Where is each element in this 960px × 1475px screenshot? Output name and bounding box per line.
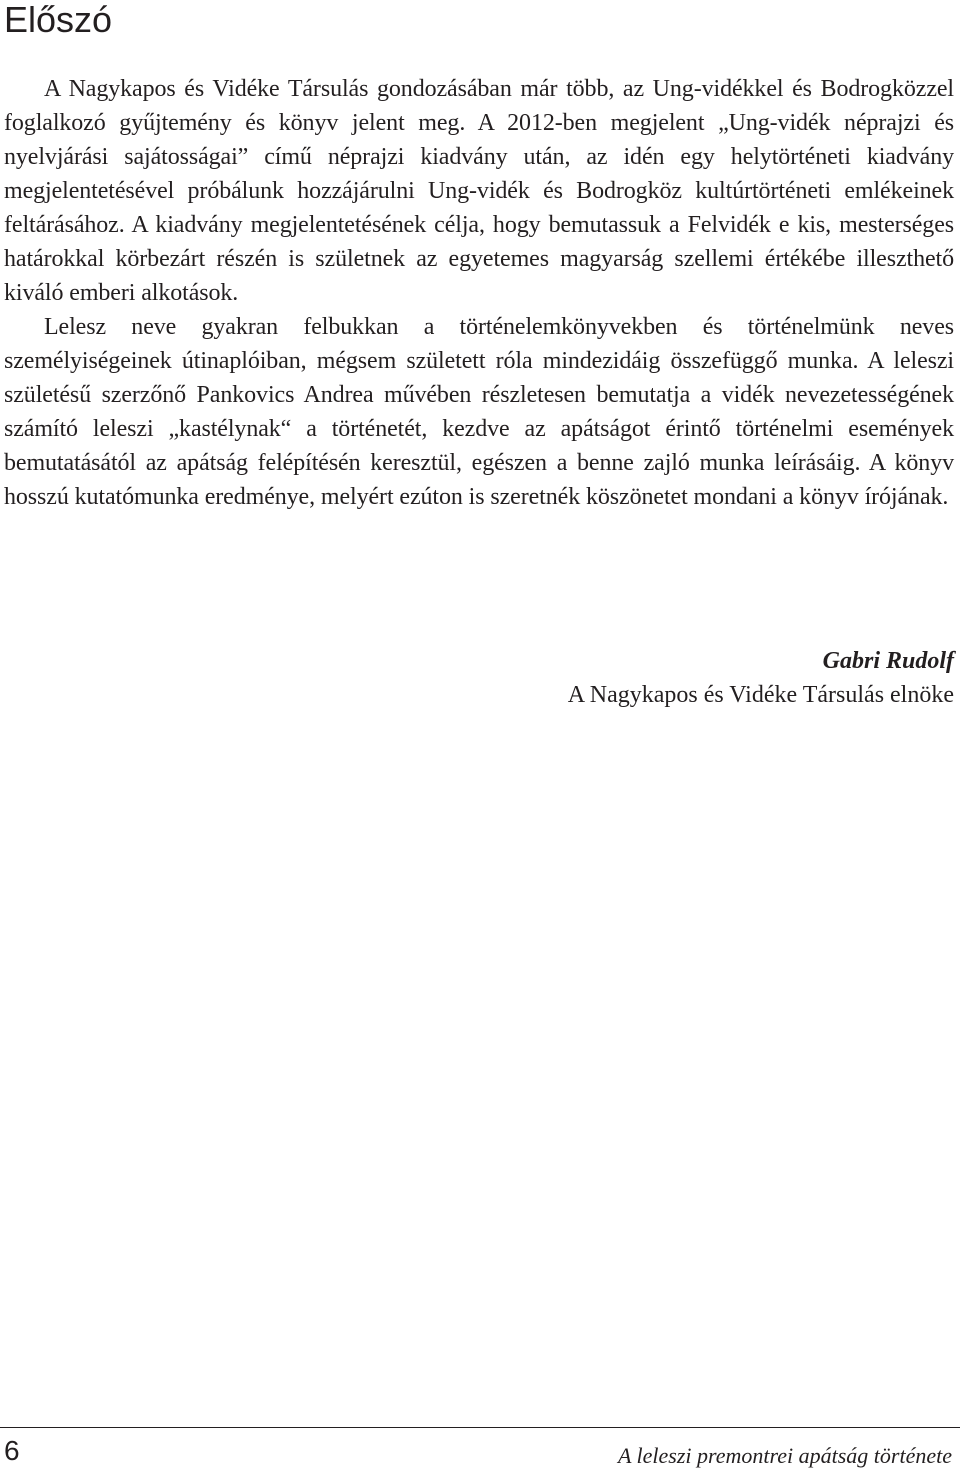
page-title: Előszó	[4, 0, 113, 40]
signature-name: Gabri Rudolf	[822, 648, 954, 674]
page-number: 6	[4, 1435, 20, 1466]
signature-role: A Nagykapos és Vidéke Társulás elnöke	[567, 682, 954, 708]
running-title: A leleszi premontrei apátság története	[617, 1443, 952, 1468]
signature-block	[568, 644, 954, 712]
body-text	[4, 72, 954, 514]
paragraph: Lelesz neve gyakran felbukkan a történelemkönyvekben és történelmünk neves személyiségeinek útinaplóiban, mégsem született róla mindezidáig összefüggő munka. A leleszi születésű szerzőnő Pankovics Andrea művében részletesen bemutatja a vidék nevezetességének számító leleszi „kastélynak“ a történetét, kezdve az apátságot érintő történelmi események bemutatásától az apátság felépítésén keresztül, egészen a benne zajló munka leírásáig. A könyv hosszú kutatómunka eredménye, melyért ezúton is szeretnék köszönetet mondani a könyv írójának.	[4, 314, 954, 510]
paragraph: A Nagykapos és Vidéke Társulás gondozásában már több, az Ung-vidékkel és Bodrogközzel foglalkozó gyűjtemény és könyv jelent meg. A 2012-ben megjelent „Ung-vidék néprajzi és nyelvjárási sajátosságai” című néprajzi kiadvány után, az idén egy helytörténeti kiadvány megjelentetésével próbálunk hozzájárulni Ung-vidék és Bodrogköz kultúrtörténeti emlékeinek feltárásához. A kiadvány megjelentetésének célja, hogy bemutassuk a Felvidék e kis, mesterséges határokkal körbezárt részén is születnek az egyetemes magyarság szellemi értékébe illeszthető kiváló emberi alkotások.	[4, 76, 954, 306]
footer-divider	[0, 1427, 960, 1428]
